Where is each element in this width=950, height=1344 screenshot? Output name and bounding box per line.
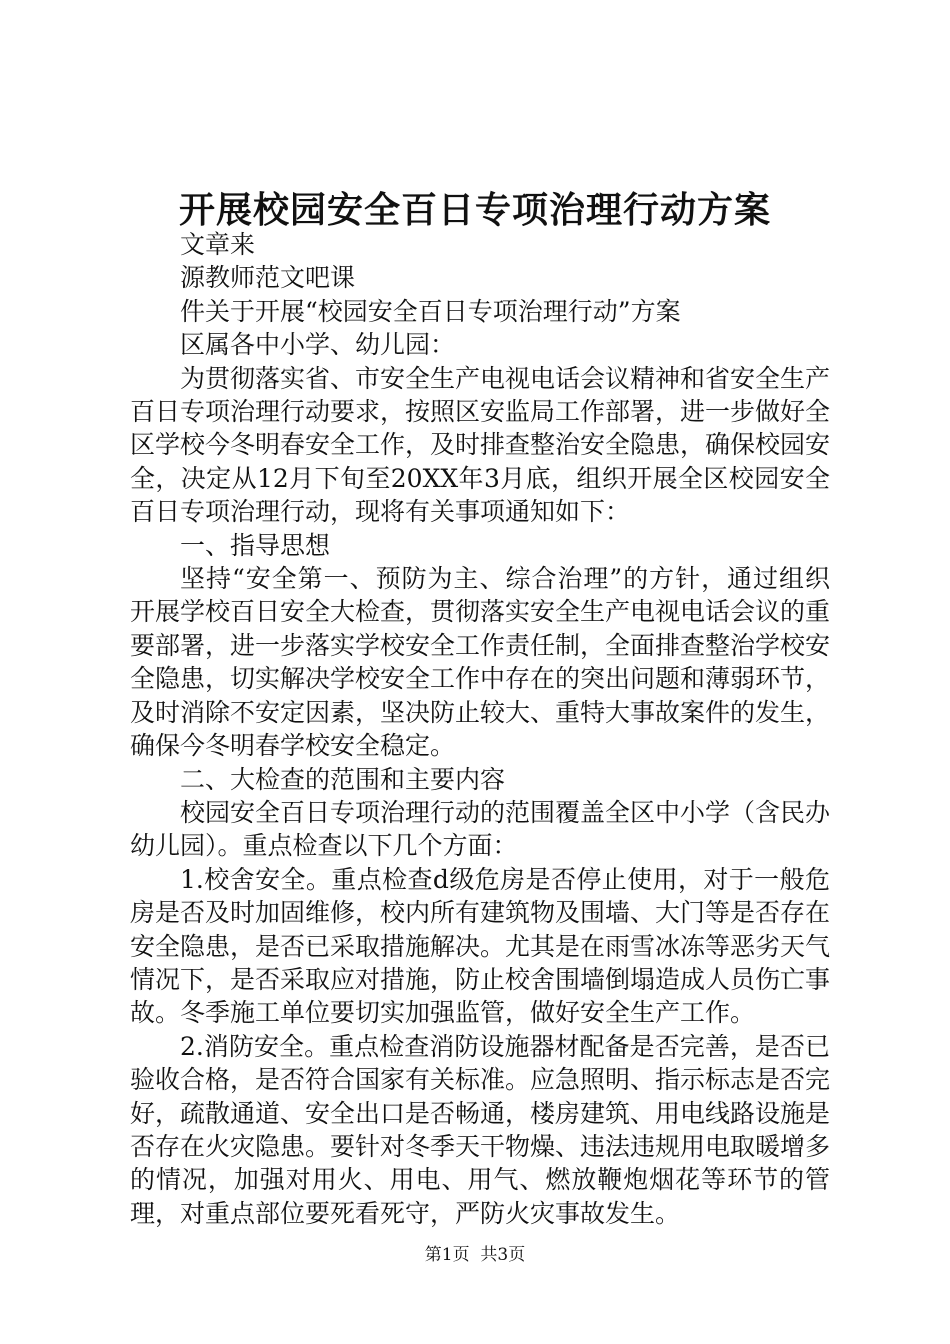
paragraph-addressee: 区属各中小学、幼儿园： [180,330,456,360]
paragraph-item-fire-safety: 2.消防安全。重点检查消防设施器材配备是否完善，是否已验收合格，是否符合国家有关标准。应急照明、指示标志是否完好，疏散通道、安全出口是否畅通，楼房建筑、用电线路设施是否存在火灾隐患。要针对冬季天干物燥、违法违规用电取暖增多的情况，加强对用火、用电、用气、燃放鞭炮烟花等环节的管理，对重点部位要死看死守，严防火灾事故发生。 [130,1031,831,1228]
page-number: 第1页 [424,1245,470,1265]
page-total: 共3页 [480,1245,526,1265]
section-heading-guiding-ideology: 一、指导思想 [180,530,331,560]
paragraph-item-school-building-safety: 1.校舍安全。重点检查d级危房是否停止使用，对于一般危房是否及时加固维修，校内所有建筑物及围墙、大门等是否存在安全隐患，是否已采取措施解决。尤其是在雨雪冰冻等恶劣天气情况下，是否采取应对措施，防止校舍围墙倒塌造成人员伤亡事故。冬季施工单位要切实加强监管，做好安全生产工作。 [130,864,831,1028]
page-footer [0,1243,950,1267]
paragraph-subject-line: 件关于开展“校园安全百日专项治理行动”方案 [180,296,681,326]
paragraph-intro: 为贯彻落实省、市安全生产电视电话会议精神和省安全生产百日专项治理行动要求，按照区安监局工作部署，进一步做好全区学校今冬明春安全工作，及时排查整治安全隐患，确保校园安全，决定从12月下旬至20XX年3月底，组织开展全区校园安全百日专项治理行动，现将有关事项通知如下： [130,363,831,527]
paragraph-source-line-1: 文章来 [180,230,256,259]
section-heading-scope-content: 二、大检查的范围和主要内容 [180,764,506,794]
paragraph-source-line-2: 源教师范文吧课 [180,263,356,293]
document-body [130,228,830,1230]
paragraph-scope: 校园安全百日专项治理行动的范围覆盖全区中小学（含民办幼儿园）。重点检查以下几个方面： [130,797,831,861]
paragraph-guiding-ideology: 坚持“安全第一、预防为主、综合治理”的方针，通过组织开展学校百日安全大检查，贯彻落实安全生产电视电话会议的重要部署，进一步落实学校安全工作责任制，全面排查整治学校安全隐患，切实解决学校安全工作中存在的突出问题和薄弱环节，及时消除不安定因素，坚决防止较大、重特大事故案件的发生，确保今冬明春学校安全稳定。 [130,564,831,761]
document-title: 开展校园安全百日专项治理行动方案 [178,189,771,231]
